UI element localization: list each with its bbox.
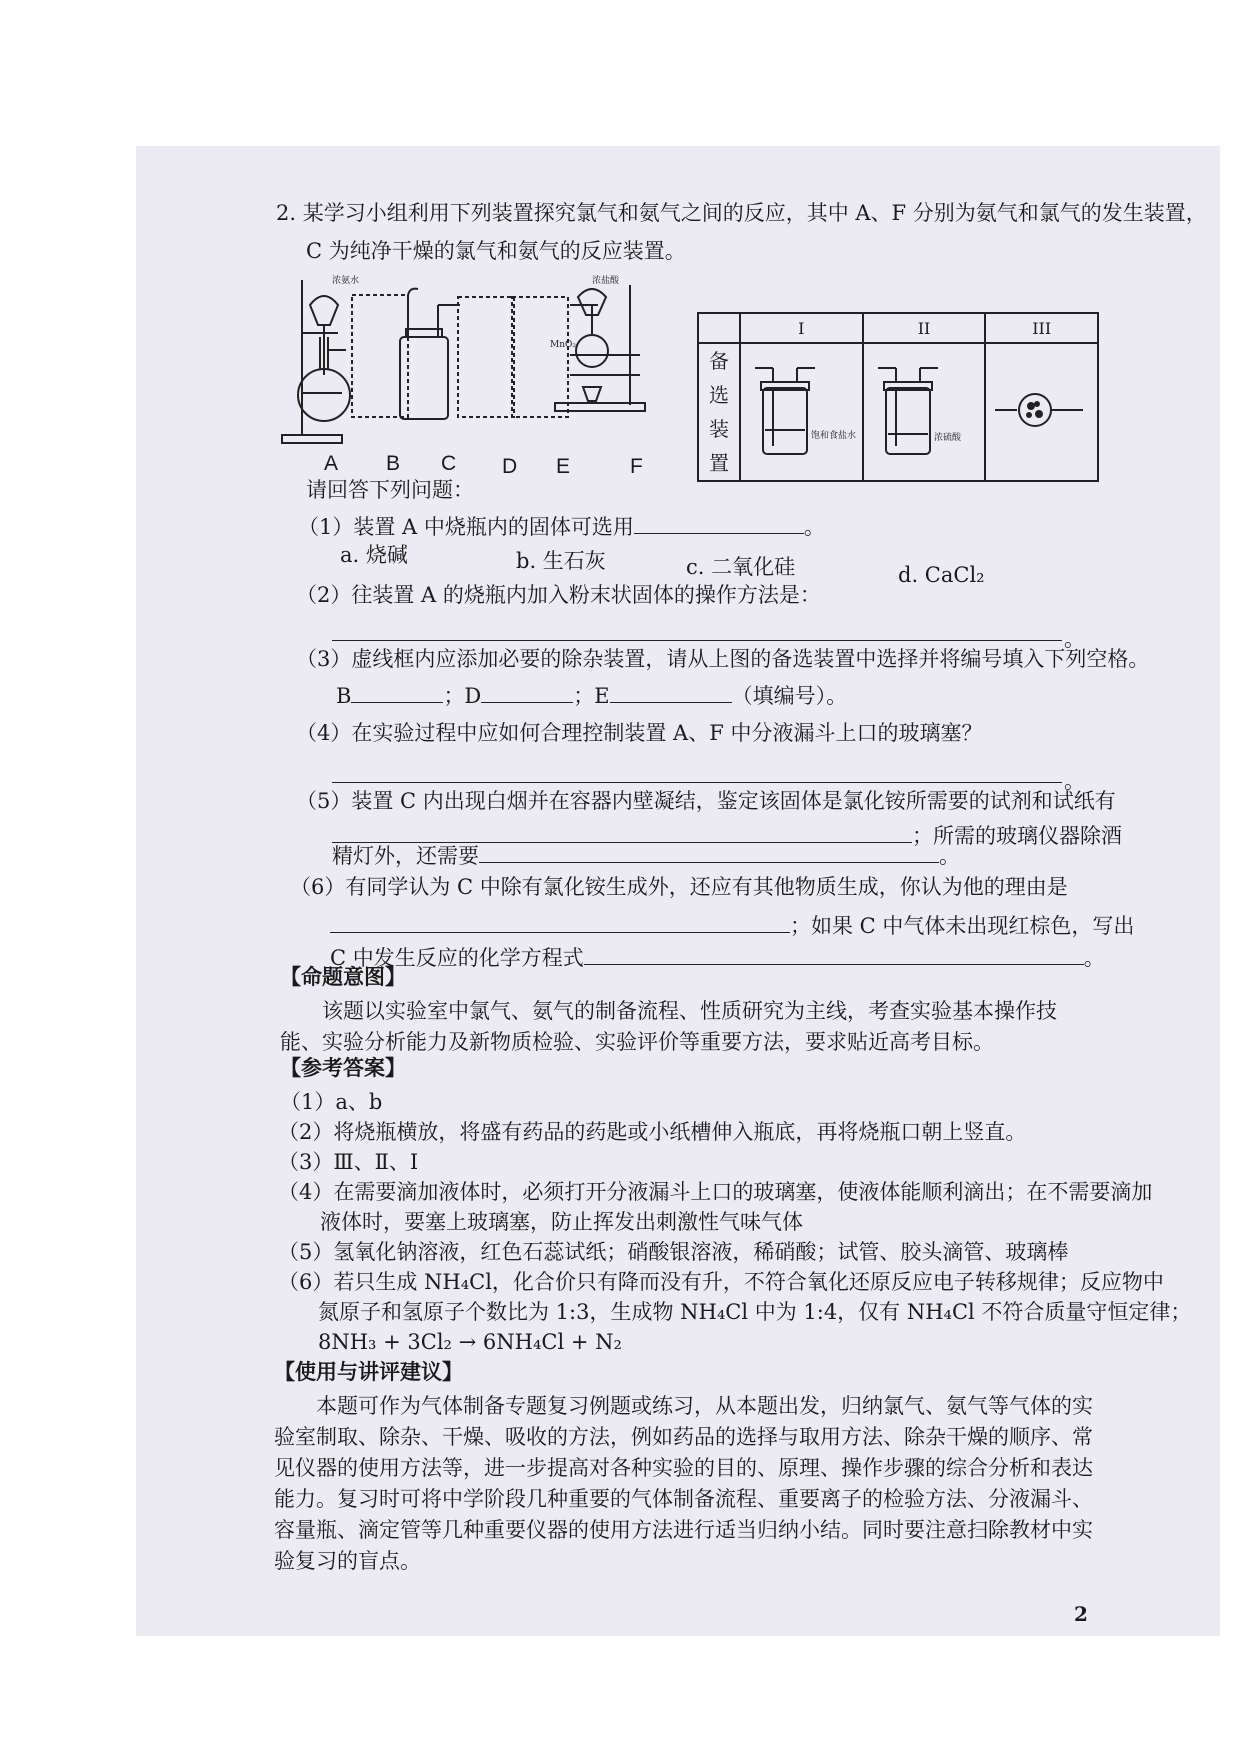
q5-line2: ；所需的玻璃仪器除酒: [332, 820, 1122, 851]
advice-text: 本题可作为气体制备专题复习例题或练习，从本题出发，归纳氯气、氨气等气体的实验室制取、除杂、干燥、吸收的方法，例如药品的选择与取用方法、除杂干燥的顺序、常见仪器的使用方法等，进一步提高对各种实验的目的、原理、操作步骤的综合分析和表达能力。复习时可将中学阶段几种重要的气体制备流程、重要离子的检验方法、分液漏斗、容量瓶、滴定管等几种重要仪器的使用方法进行适当归纳小结。同时要注意扫除教材中实验复习的盲点。: [274, 1394, 1093, 1573]
q5-blank-glassware[interactable]: [479, 840, 939, 863]
drying-bottle-icon: [864, 360, 984, 460]
advice-heading: 【使用与讲评建议】: [274, 1359, 463, 1384]
options-table: [697, 312, 1099, 482]
answer-6-line1: （6）若只生成 NH₄Cl，化合价只有降而没有升，不符合氧化还原反应电子转移规律；反应物中: [278, 1270, 1164, 1294]
q1-choice-c: c. 二氧化硅: [686, 555, 796, 579]
option-ii: [863, 343, 986, 481]
q4-answer-line[interactable]: [332, 782, 1062, 783]
q3-text: （3）虚线框内应添加必要的除杂装置，请从上图的备选装置中选择并将编号填入下列空格。: [296, 647, 1150, 671]
answer-5: （5）氢氧化钠溶液，红色石蕊试纸；硝酸银溶液，稀硝酸；试管、胶头滴管、玻璃棒: [278, 1240, 1069, 1264]
intent-heading: 【命题意图】: [280, 964, 406, 989]
option-i: [740, 343, 863, 481]
answer-4-line1: （4）在需要滴加液体时，必须打开分液漏斗上口的玻璃塞，使液体能顺利滴出；在不需要滴加: [278, 1180, 1153, 1204]
col-i: I: [740, 313, 863, 343]
drying-tube-icon: [987, 360, 1097, 460]
washing-bottle-icon: [741, 360, 861, 460]
question-intro-line2: C 为纯净干燥的氯气和氨气的反应装置。: [306, 239, 686, 263]
table-corner: [698, 313, 740, 343]
q5-line3: 精灯外，还需要 。: [332, 840, 960, 871]
label-c: C: [441, 452, 457, 475]
q4-end: 。: [1064, 769, 1085, 793]
q6-line3: C 中发生反应的化学方程式 。: [330, 942, 1105, 973]
col-ii: II: [863, 313, 986, 343]
f-top-note: 浓盐酸: [592, 276, 620, 286]
col-iii: III: [985, 313, 1098, 343]
q3-blank-b[interactable]: [351, 680, 443, 703]
question-intro-line1: 2. 某学习小组利用下列装置探究氯气和氨气之间的反应，其中 A、F 分别为氨气和氯气的发生装置，: [276, 201, 1207, 225]
label-b: B: [386, 452, 401, 475]
q2-end: 。: [1064, 627, 1085, 651]
answer-1: （1）a、b: [280, 1090, 383, 1114]
q1-text: （1）装置 A 中烧瓶内的固体可选用 。: [298, 511, 825, 542]
prompt: 请回答下列问题：: [306, 478, 474, 502]
apparatus-diagram: [280, 275, 700, 475]
q6-line2: ；如果 C 中气体未出现红棕色，写出: [330, 910, 1134, 941]
q4-text: （4）在实验过程中应如何合理控制装置 A、F 中分液漏斗上口的玻璃塞？: [296, 721, 983, 745]
answer-6-equation: 8NH₃ + 3Cl₂ → 6NH₄Cl + N₂: [318, 1330, 622, 1354]
page-number: 2: [1074, 1602, 1088, 1626]
label-a: A: [324, 452, 339, 475]
f-solid-note: MnO₂: [550, 340, 576, 350]
q1-choice-d: d. CaCl₂: [898, 563, 985, 587]
label-d: D: [502, 455, 518, 478]
intent-text: 该题以实验室中氯气、氨气的制备流程、性质研究为主线，考查实验基本操作技能、实验分析能力及新物质检验、实验评价等重要方法，要求贴近高考目标。: [280, 999, 1057, 1054]
q6-line1: （6）有同学认为 C 中除有氯化铵生成外，还应有其他物质生成，你认为他的理由是: [290, 875, 1068, 899]
label-e: E: [556, 455, 571, 478]
answer-2: （2）将烧瓶横放，将盛有药品的药匙或小纸槽伸入瓶底，再将烧瓶口朝上竖直。: [278, 1120, 1027, 1144]
svg-text:饱和食盐水: 饱和食盐水: [811, 431, 857, 441]
answer-4-line2: 液体时，要塞上玻璃塞，防止挥发出刺激性气味气体: [320, 1210, 803, 1234]
side-label: 备选装置: [698, 343, 740, 481]
a-top-note: 浓氨水: [332, 276, 360, 286]
q1-blank[interactable]: [634, 511, 804, 534]
q3-blank-d[interactable]: [481, 680, 573, 703]
svg-text:浓硫酸: 浓硫酸: [934, 433, 962, 443]
q6-blank-equation[interactable]: [584, 942, 1084, 965]
q2-answer-line[interactable]: [332, 640, 1062, 641]
answer-heading: 【参考答案】: [280, 1055, 406, 1080]
q1-choice-a: a. 烧碱: [340, 543, 408, 567]
answer-3: （3）Ⅲ、Ⅱ、Ⅰ: [278, 1150, 419, 1174]
q1-choice-b: b. 生石灰: [516, 549, 606, 573]
q3-blank-e[interactable]: [610, 680, 732, 703]
q2-text: （2）往装置 A 的烧瓶内加入粉末状固体的操作方法是：: [296, 583, 821, 607]
answer-6-line2: 氮原子和氢原子个数比为 1:3，生成物 NH₄Cl 中为 1:4，仅有 NH₄Cl 不符合质量守恒定律；: [318, 1300, 1192, 1324]
q3-blanks: B ；D ；E （填编号）。: [336, 680, 847, 711]
q6-blank-reason[interactable]: [330, 910, 790, 933]
label-f: F: [630, 455, 643, 478]
option-iii: [985, 343, 1098, 481]
q5-line1: （5）装置 C 内出现白烟并在容器内壁凝结，鉴定该固体是氯化铵所需要的试剂和试纸有: [296, 789, 1116, 813]
